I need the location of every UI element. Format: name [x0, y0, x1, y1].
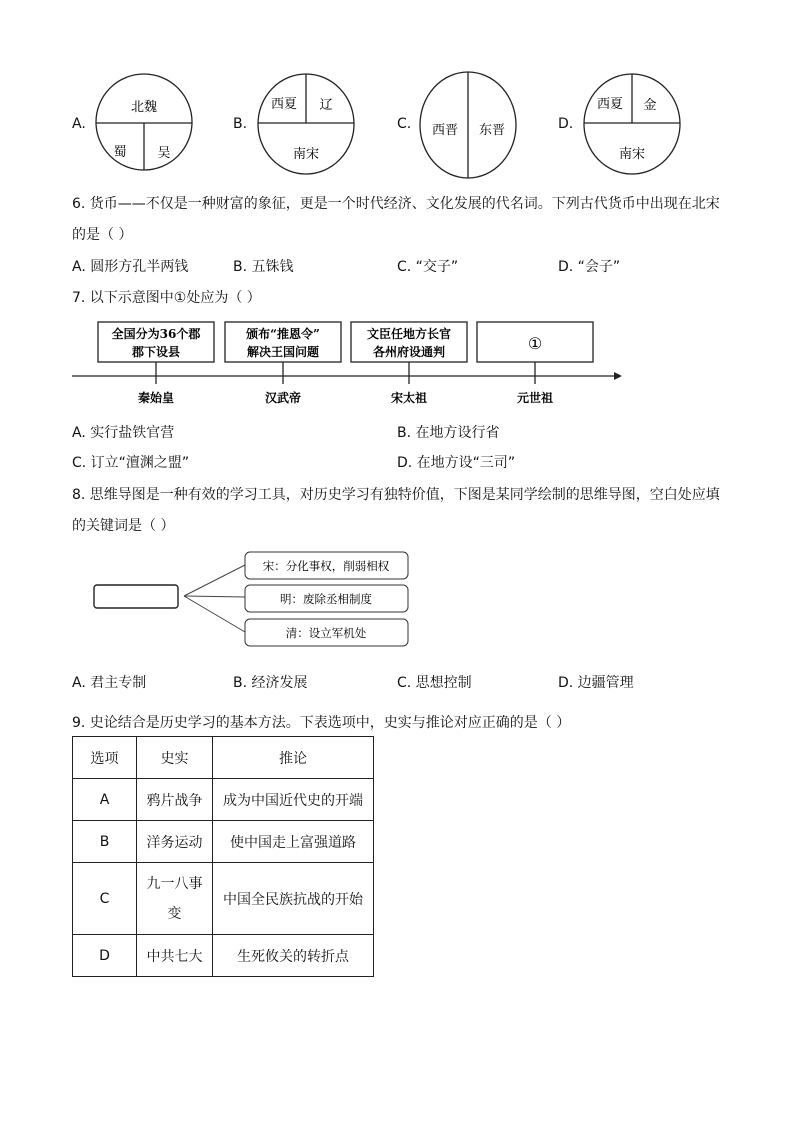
q5-option-b-diagram [256, 72, 356, 176]
row-option: D [73, 935, 137, 977]
q8-option-d[interactable]: D. 边疆管理 [558, 675, 634, 691]
header-fact: 史实 [137, 737, 213, 779]
q7-box1-line2: 郡下设县 [131, 345, 181, 359]
row-conclusion: 中国全民族抗战的开始 [213, 863, 374, 935]
q7-box1-line1: 全国分为36个郡 [111, 327, 201, 341]
q6-option-a[interactable]: A. 圆形方孔半两钱 [72, 259, 189, 275]
q8-option-a[interactable]: A. 君主专制 [72, 675, 147, 691]
q5-a-bottom-left-label: 蜀 [113, 145, 127, 160]
q7-box3-line1: 文臣任地方长官 [366, 327, 452, 341]
row-option: C [73, 863, 137, 935]
q8-option-b[interactable]: B. 经济发展 [233, 675, 308, 691]
q5-option-c-label: C. [397, 116, 412, 132]
table-header-row [73, 737, 374, 779]
q5-d-top-left-label: 西夏 [596, 97, 624, 112]
q8-blank-box [94, 585, 178, 608]
row-fact-line1: 九一八事 [146, 875, 203, 892]
q8-branch-ming: 明：废除丞相制度 [280, 592, 372, 606]
q6-stem-line2: 的是（ ） [72, 227, 133, 243]
q5-d-bottom-label: 南宋 [618, 147, 646, 162]
q8-stem-line2: 的关键词是（ ） [72, 518, 175, 534]
q5-option-d-label: D. [558, 116, 574, 132]
q5-option-c-diagram [418, 70, 518, 180]
row-fact: 中共七大 [137, 935, 213, 977]
q7-emperor-4: 元世祖 [516, 391, 554, 405]
q6-stem-line1: 6. 货币——不仅是一种财富的象征，更是一个时代经济、文化发展的代名词。下列古代货币中出现在北宋 [72, 196, 720, 212]
q8-option-c[interactable]: C. 思想控制 [397, 675, 472, 691]
q6-option-b[interactable]: B. 五铢钱 [233, 259, 294, 275]
q7-option-b[interactable]: B. 在地方设行省 [397, 425, 500, 441]
q7-stem: 7. 以下示意图中①处应为（ ） [72, 290, 261, 306]
row-option: B [73, 821, 137, 863]
q5-d-top-right-label: 金 [643, 98, 657, 113]
q7-box2-line2: 解决王国问题 [246, 345, 320, 359]
q5-option-b-label: B. [233, 116, 248, 132]
row-fact: 洋务运动 [137, 821, 213, 863]
q9-table [72, 736, 374, 977]
row-conclusion: 成为中国近代史的开端 [213, 779, 374, 821]
q7-option-d[interactable]: D. 在地方设“三司” [397, 455, 516, 471]
q7-emperor-1: 秦始皇 [137, 391, 175, 405]
row-option: A [73, 779, 137, 821]
q7-box4-marker: ① [527, 334, 543, 353]
table-row [73, 863, 374, 935]
q7-timeline-diagram [68, 318, 628, 410]
row-fact [137, 863, 213, 935]
table-row [73, 779, 374, 821]
q5-option-d-diagram [582, 72, 682, 176]
q5-b-bottom-label: 南宋 [292, 147, 320, 162]
q5-option-a-diagram [94, 72, 194, 172]
q8-branch-song: 宋：分化事权，削弱相权 [262, 559, 390, 573]
q5-a-bottom-right-label: 吴 [157, 146, 171, 161]
q7-option-c[interactable]: C. 订立“澶渊之盟” [72, 455, 190, 471]
q8-branch-qing: 清：设立军机处 [285, 626, 367, 640]
table-row [73, 821, 374, 863]
q9-stem: 9. 史论结合是历史学习的基本方法。下表选项中，史实与推论对应正确的是（ ） [72, 715, 571, 731]
row-fact: 鸦片战争 [137, 779, 213, 821]
q5-option-a-label: A. [72, 116, 86, 132]
row-fact-line2: 变 [167, 905, 182, 922]
q7-box3-line2: 各州府设通判 [372, 345, 446, 359]
q7-emperor-3: 宋太祖 [390, 391, 428, 405]
header-conclusion: 推论 [213, 737, 374, 779]
q6-option-c[interactable]: C. “交子” [397, 259, 459, 275]
q7-option-a[interactable]: A. 实行盐铁官营 [72, 425, 175, 441]
q7-emperor-2: 汉武帝 [264, 391, 302, 405]
q5-c-right-label: 东晋 [478, 123, 506, 138]
q7-box2-line1: 颁布“推恩令” [246, 327, 320, 341]
table-row [73, 935, 374, 977]
q8-mind-map [90, 548, 420, 650]
row-conclusion: 生死攸关的转折点 [213, 935, 374, 977]
q6-option-d[interactable]: D. “会子” [558, 259, 621, 275]
q8-stem-line1: 8. 思维导图是一种有效的学习工具，对历史学习有独特价值，下图是某同学绘制的思维导图，空白处应填 [72, 487, 720, 503]
header-option: 选项 [73, 737, 137, 779]
q5-b-top-left-label: 西夏 [270, 97, 298, 112]
q5-b-top-right-label: 辽 [319, 98, 333, 113]
q5-a-top-label: 北魏 [130, 100, 158, 115]
q5-c-left-label: 西晋 [431, 123, 459, 138]
row-conclusion: 使中国走上富强道路 [213, 821, 374, 863]
